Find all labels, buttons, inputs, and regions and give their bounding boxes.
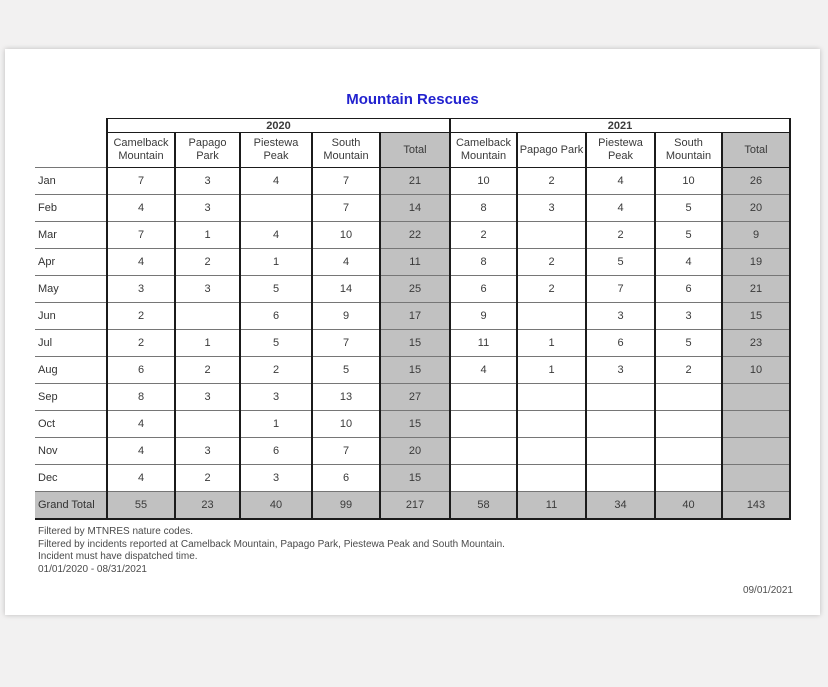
table-cell [517, 222, 586, 249]
table-row [35, 411, 790, 438]
table-cell: 3 [240, 465, 312, 492]
table-cell: 3 [107, 276, 175, 303]
table-cell: 7 [312, 438, 380, 465]
total-cell [722, 411, 790, 438]
total-cell: 9 [722, 222, 790, 249]
table-row [35, 168, 790, 195]
table-cell: 2 [240, 357, 312, 384]
table-cell [450, 384, 517, 411]
table-cell [175, 411, 240, 438]
total-cell: 21 [722, 276, 790, 303]
table-cell: 2 [586, 222, 655, 249]
row-label: Dec [35, 465, 107, 492]
table-cell [517, 411, 586, 438]
row-label: May [35, 276, 107, 303]
row-label: Sep [35, 384, 107, 411]
table-cell [450, 465, 517, 492]
total-cell: 217 [380, 492, 450, 520]
table-cell: 3 [175, 438, 240, 465]
table-cell [517, 384, 586, 411]
year-header-row [35, 119, 790, 133]
table-cell: 5 [655, 222, 722, 249]
footnote-line: Filtered by MTNRES nature codes. [38, 526, 194, 537]
row-label: Mar [35, 222, 107, 249]
table-cell: 4 [312, 249, 380, 276]
table-cell: 6 [240, 438, 312, 465]
table-cell: 1 [240, 411, 312, 438]
table-cell [655, 384, 722, 411]
total-cell: 15 [380, 411, 450, 438]
table-cell [586, 411, 655, 438]
total-cell: 26 [722, 168, 790, 195]
table-cell [586, 438, 655, 465]
table-cell: 11 [517, 492, 586, 520]
total-cell: 10 [722, 357, 790, 384]
table-row [35, 465, 790, 492]
table-cell: 7 [586, 276, 655, 303]
table-cell: 5 [655, 330, 722, 357]
table-cell: 5 [655, 195, 722, 222]
row-label: Apr [35, 249, 107, 276]
corner-cell [35, 133, 107, 168]
row-label: Grand Total [35, 492, 107, 520]
total-cell: 11 [380, 249, 450, 276]
table-cell [450, 438, 517, 465]
table-cell: 4 [450, 357, 517, 384]
table-cell: 2 [175, 357, 240, 384]
row-label: Feb [35, 195, 107, 222]
row-label: Aug [35, 357, 107, 384]
table-cell: 5 [312, 357, 380, 384]
table-cell: 7 [312, 168, 380, 195]
table-cell: 3 [175, 276, 240, 303]
table-cell [517, 465, 586, 492]
row-label: Nov [35, 438, 107, 465]
table-cell: 3 [175, 168, 240, 195]
table-cell: 4 [655, 249, 722, 276]
table-cell: 6 [107, 357, 175, 384]
table-cell: 3 [240, 384, 312, 411]
table-cell: 40 [240, 492, 312, 520]
table-cell: 1 [517, 330, 586, 357]
table-cell: 4 [240, 168, 312, 195]
footnote-line: 01/01/2020 - 08/31/2021 [38, 563, 147, 575]
table-cell: 4 [586, 168, 655, 195]
table-cell: 2 [107, 303, 175, 330]
table-cell: 1 [175, 222, 240, 249]
footnotes [38, 526, 820, 576]
table-cell: 3 [175, 195, 240, 222]
table-cell: 1 [517, 357, 586, 384]
table-cell: 10 [655, 168, 722, 195]
table-cell: 99 [312, 492, 380, 520]
year-header-2020: 2020 [107, 119, 450, 133]
table-cell: 14 [312, 276, 380, 303]
table-row [35, 222, 790, 249]
table-cell [586, 384, 655, 411]
table-cell: 4 [107, 465, 175, 492]
report-title: Mountain Rescues [346, 91, 479, 108]
total-cell [722, 438, 790, 465]
column-header-row [35, 133, 790, 168]
table-body [35, 168, 790, 520]
table-row [35, 357, 790, 384]
total-cell: 15 [380, 357, 450, 384]
footnote-line: Incident must have dispatched time. [38, 551, 198, 562]
table-cell: 7 [312, 195, 380, 222]
table-cell: 3 [655, 303, 722, 330]
table-cell: 2 [450, 222, 517, 249]
total-cell: 23 [722, 330, 790, 357]
table-cell: 2 [517, 249, 586, 276]
total-cell [722, 465, 790, 492]
table-cell: 5 [240, 276, 312, 303]
table-row [35, 438, 790, 465]
col-header-papago-2021: Papago Park [517, 133, 586, 168]
total-cell: 143 [722, 492, 790, 520]
table-cell: 58 [450, 492, 517, 520]
table-cell: 2 [175, 249, 240, 276]
table-cell: 5 [586, 249, 655, 276]
row-label: Jan [35, 168, 107, 195]
table-cell: 2 [655, 357, 722, 384]
table-cell: 8 [107, 384, 175, 411]
total-cell: 27 [380, 384, 450, 411]
total-cell: 22 [380, 222, 450, 249]
col-header-camelback-2021: Camelback Mountain [450, 133, 517, 168]
table-cell: 6 [312, 465, 380, 492]
row-label: Oct [35, 411, 107, 438]
col-header-papago-2020: Papago Park [175, 133, 240, 168]
table-cell: 3 [586, 357, 655, 384]
corner-cell [35, 119, 107, 133]
table-cell: 5 [240, 330, 312, 357]
table-cell: 10 [450, 168, 517, 195]
table-cell: 6 [240, 303, 312, 330]
total-cell: 21 [380, 168, 450, 195]
table-cell: 4 [586, 195, 655, 222]
table-cell: 55 [107, 492, 175, 520]
table-row [35, 195, 790, 222]
total-cell: 14 [380, 195, 450, 222]
table-cell: 4 [107, 249, 175, 276]
row-label: Jul [35, 330, 107, 357]
table-cell: 3 [517, 195, 586, 222]
total-cell: 20 [722, 195, 790, 222]
report-page [5, 49, 820, 615]
mountain-rescues-table [35, 118, 791, 520]
table-cell: 8 [450, 195, 517, 222]
year-header-2021: 2021 [450, 119, 790, 133]
table-row [35, 303, 790, 330]
table-cell: 8 [450, 249, 517, 276]
col-header-camelback-2020: Camelback Mountain [107, 133, 175, 168]
total-cell: 15 [380, 465, 450, 492]
total-cell: 20 [380, 438, 450, 465]
col-header-piestewa-2021: Piestewa Peak [586, 133, 655, 168]
table-row [35, 492, 790, 520]
table-cell: 23 [175, 492, 240, 520]
table-cell [517, 438, 586, 465]
col-header-south-2020: South Mountain [312, 133, 380, 168]
total-cell: 19 [722, 249, 790, 276]
table-cell: 2 [107, 330, 175, 357]
total-cell: 25 [380, 276, 450, 303]
table-row [35, 249, 790, 276]
col-header-total-2020: Total [380, 133, 450, 168]
table-cell: 6 [655, 276, 722, 303]
table-cell: 2 [517, 168, 586, 195]
table-cell: 11 [450, 330, 517, 357]
table-cell: 1 [240, 249, 312, 276]
table-cell: 7 [312, 330, 380, 357]
print-date: 09/01/2021 [742, 585, 793, 596]
table-cell [450, 411, 517, 438]
table-cell: 4 [107, 195, 175, 222]
table-cell: 40 [655, 492, 722, 520]
total-cell [722, 384, 790, 411]
footnote-line: Filtered by incidents reported at Camelback Mountain, Papago Park, Piestewa Peak and South Mountain. [38, 538, 505, 550]
table-cell: 9 [312, 303, 380, 330]
table-cell: 10 [312, 411, 380, 438]
table-cell: 3 [586, 303, 655, 330]
table-cell [517, 303, 586, 330]
col-header-south-2021: South Mountain [655, 133, 722, 168]
table-cell: 3 [175, 384, 240, 411]
table-cell: 9 [450, 303, 517, 330]
table-row [35, 276, 790, 303]
table-cell [655, 411, 722, 438]
table-cell: 13 [312, 384, 380, 411]
table-cell: 4 [240, 222, 312, 249]
table-cell: 2 [175, 465, 240, 492]
table-cell [655, 438, 722, 465]
table-cell: 7 [107, 222, 175, 249]
table-cell: 1 [175, 330, 240, 357]
table-cell: 6 [586, 330, 655, 357]
row-label: Jun [35, 303, 107, 330]
col-header-piestewa-2020: Piestewa Peak [240, 133, 312, 168]
table-cell: 34 [586, 492, 655, 520]
table-cell [655, 465, 722, 492]
table-cell: 6 [450, 276, 517, 303]
table-cell [586, 465, 655, 492]
total-cell: 17 [380, 303, 450, 330]
table-cell: 10 [312, 222, 380, 249]
table-cell: 4 [107, 411, 175, 438]
table-cell [240, 195, 312, 222]
table-row [35, 330, 790, 357]
table-cell: 7 [107, 168, 175, 195]
total-cell: 15 [380, 330, 450, 357]
table-cell: 2 [517, 276, 586, 303]
table-cell: 4 [107, 438, 175, 465]
table-row [35, 384, 790, 411]
total-cell: 15 [722, 303, 790, 330]
col-header-total-2021: Total [722, 133, 790, 168]
table-cell [175, 303, 240, 330]
